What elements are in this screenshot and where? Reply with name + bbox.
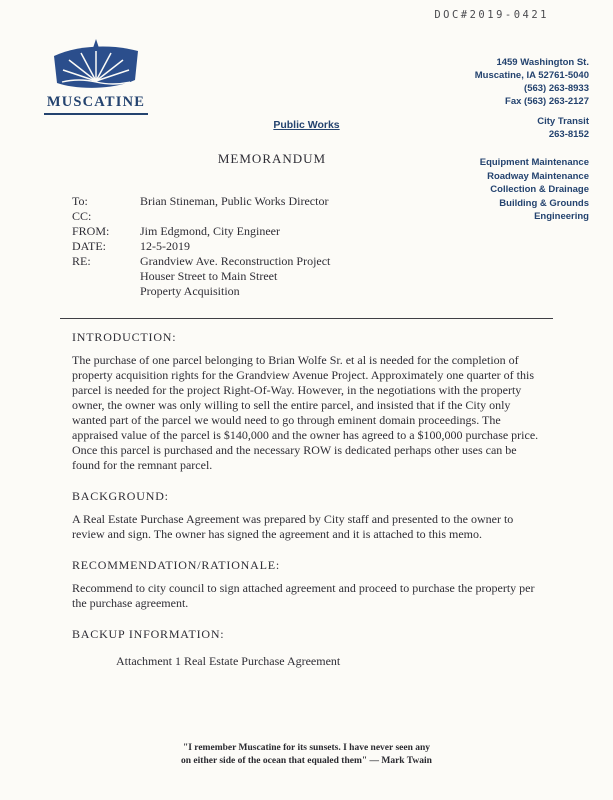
city-transit-block <box>537 115 589 141</box>
to-value: Brian Stineman, Public Works Director <box>140 194 329 208</box>
contact-block <box>475 56 589 108</box>
city-transit-phone: 263-8152 <box>548 129 589 140</box>
attachment-line: Attachment 1 Real Estate Purchase Agreement <box>116 654 341 668</box>
divider-line <box>60 318 553 319</box>
address-line-2: Muscatine, IA 52761-5040 <box>474 70 589 81</box>
quote-line-1: "I remember Muscatine for its sunsets. I have never seen any <box>182 743 431 753</box>
cc-label: CC: <box>72 209 92 223</box>
address-line-1: 1459 Washington St. <box>496 57 589 68</box>
background-paragraph: A Real Estate Purchase Agreement was prepared by City staff and presented to the owner to review and sign. The owner has signed the agreement and it is attached to this memo. <box>72 512 514 541</box>
re-line-1: Grandview Ave. Reconstruction Project <box>140 254 331 268</box>
re-label: RE: <box>72 254 91 268</box>
cc-value <box>140 209 330 224</box>
date-value: 12-5-2019 <box>140 239 190 253</box>
doc-number: DOC#2019-0421 <box>434 9 549 21</box>
from-value: Jim Edgmond, City Engineer <box>140 224 280 238</box>
sunburst-logo-icon <box>44 38 148 92</box>
re-value <box>140 254 330 299</box>
background-heading: BACKGROUND: <box>72 489 169 503</box>
logo-wordmark: MUSCATINE <box>46 94 146 110</box>
divisions-list <box>480 156 589 224</box>
re-line-2: Houser Street to Main Street <box>140 269 278 283</box>
from-label: FROM: <box>72 224 110 238</box>
footer-quote <box>0 742 613 768</box>
department-title: Public Works <box>273 119 340 131</box>
introduction-heading: INTRODUCTION: <box>72 330 177 344</box>
phone-line: (563) 263-8933 <box>524 83 589 94</box>
recommendation-paragraph: Recommend to city council to sign attached agreement and proceed to purchase the property per the purchase agreement. <box>72 581 535 610</box>
division-collection-drainage: Collection & Drainage <box>490 184 589 195</box>
fax-line: Fax (563) 263-2127 <box>505 96 589 107</box>
division-engineering: Engineering <box>534 211 589 222</box>
memo-fields <box>72 194 330 299</box>
division-equipment-maintenance: Equipment Maintenance <box>479 157 589 168</box>
division-roadway-maintenance: Roadway Maintenance <box>487 170 589 182</box>
recommendation-heading: RECOMMENDATION/RATIONALE: <box>72 558 280 572</box>
city-transit-label: City Transit <box>537 116 589 127</box>
quote-line-2: on either side of the ocean that equaled them" — Mark Twain <box>181 756 432 766</box>
backup-heading: BACKUP INFORMATION: <box>72 627 225 641</box>
memo-title: MEMORANDUM <box>217 151 327 166</box>
re-line-3: Property Acquisition <box>140 284 240 298</box>
division-building-grounds: Building & Grounds <box>499 197 589 209</box>
muscatine-logo <box>44 38 148 115</box>
introduction-paragraph: The purchase of one parcel belonging to Brian Wolfe Sr. et al is needed for the completion of property acquisition rights for the Grandview Avenue Project. Approximately one quarter of this parcel is needed for the project Right-Of-Way. However, in the negotiations with the property owner, the owner was only willing to sell the entire parcel, and insisted that if the City only wanted part of the parcel we would need to go through eminent domain proceedings. The appraised value of the parcel is $140,000 and the owner has agreed to a $100,000 purchase price. Once this parcel is purchased and the necessary ROW is dedicated perhaps other uses can be found for the remnant parcel. <box>72 353 539 472</box>
to-label: To: <box>72 194 88 208</box>
date-label: DATE: <box>72 239 106 253</box>
memo-body <box>72 330 542 669</box>
